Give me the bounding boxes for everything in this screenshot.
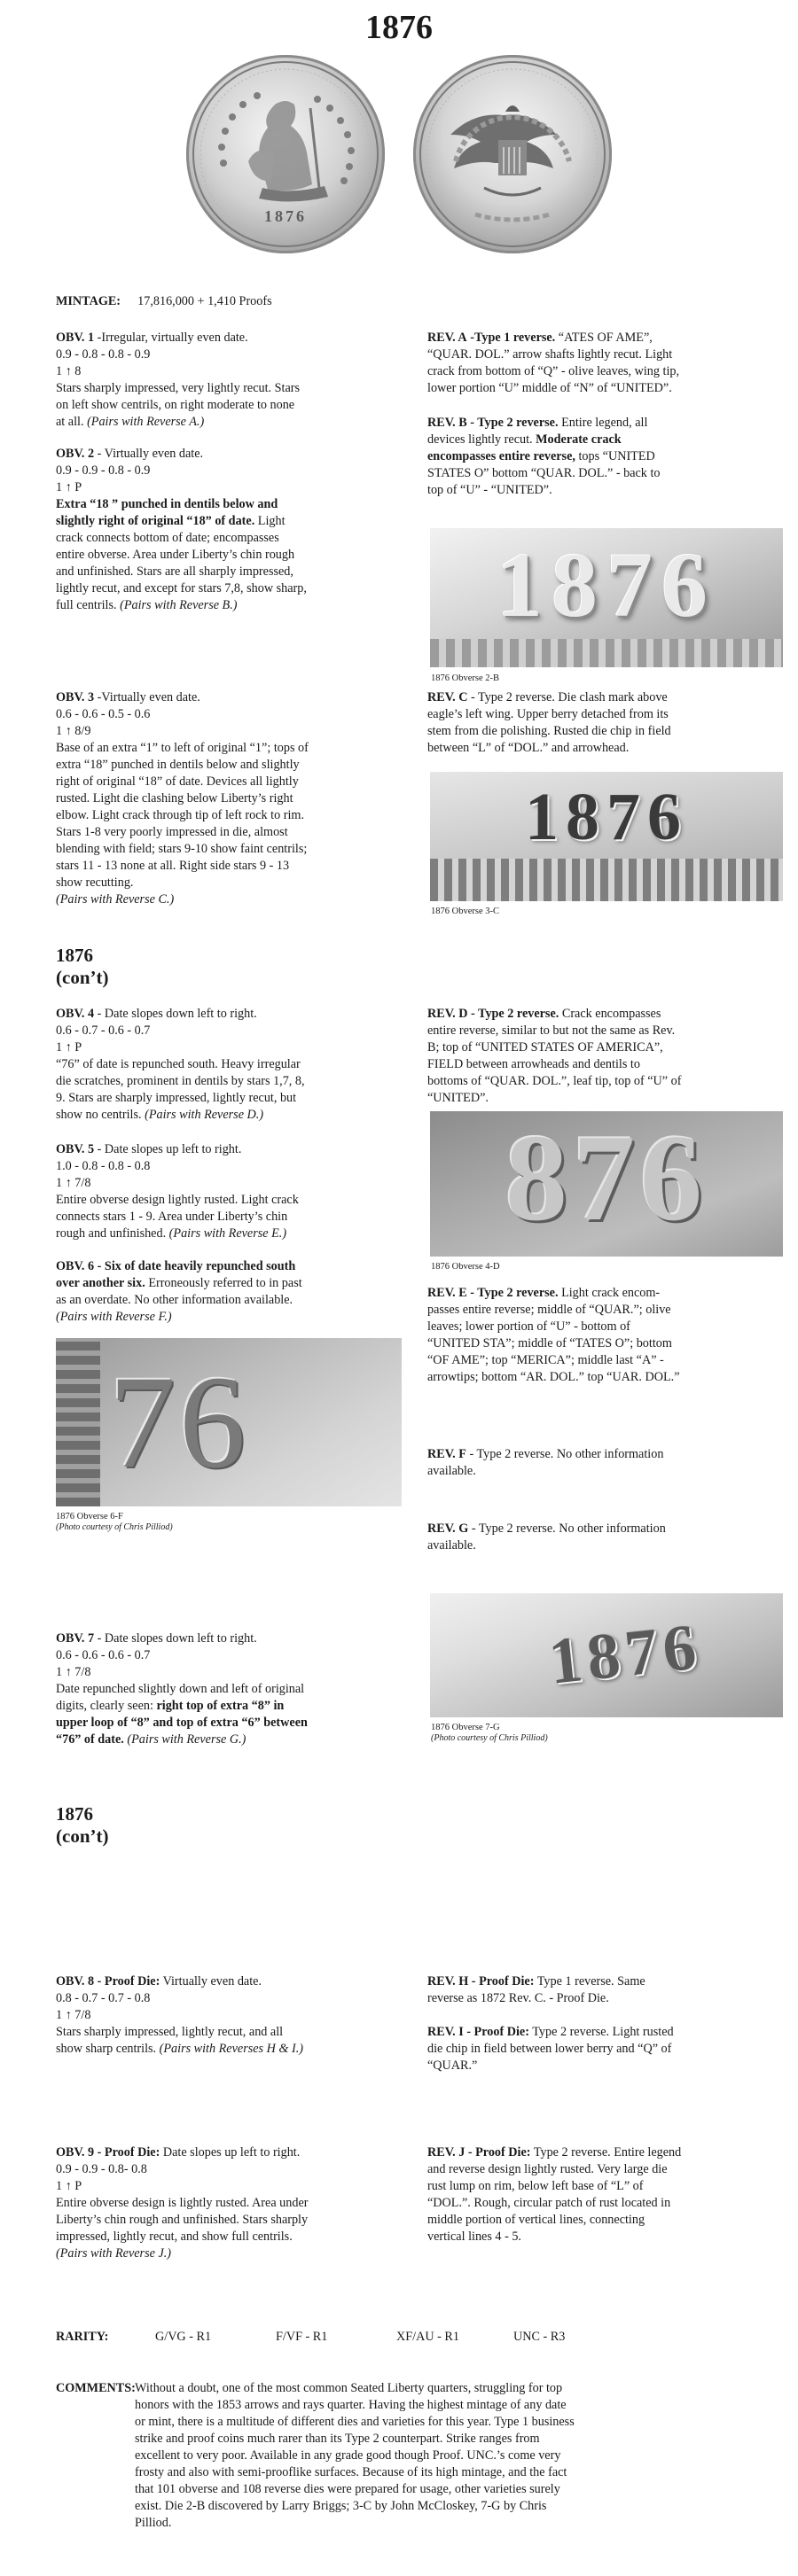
obverse-4d-photo [430,1111,783,1257]
obverse-6f-credit: (Photo courtesy of Chris Pilliod) [56,1522,173,1532]
obv-3-body-line: Base of an extra “1” to left of original “1”; tops of [56,741,309,755]
obv-9-body-line: Entire obverse design is lightly rusted. Area under [56,2196,309,2210]
obverse-2b-photo [430,528,783,667]
obverse-3c-numerals: 1876 [525,780,688,854]
obv-2-pairs: (Pairs with Reverse B.) [120,598,238,612]
obverse-6f-caption [56,1512,173,1533]
obverse-3c-photo [430,772,783,901]
obverse-2b-numerals: 1876 [497,534,716,636]
obv-4-label: OBV. 4 [56,1007,95,1021]
obv-2-star-code: 1 ↑ P [56,480,82,494]
obverse-6f-photo [56,1338,402,1506]
obv-1-label: OBV. 1 [56,331,95,345]
obv-1-body-line: Stars sharply impressed, very lightly recut. Stars [56,381,301,395]
rev-a-label: REV. A [427,331,467,345]
obverse-6f-numerals: 76 [109,1349,249,1496]
rev-c-body-line: eagle’s left wing. Upper berry detached from its [427,707,669,721]
rev-j-entry [427,2144,782,2245]
obv-7-mixed-normal: digits, clearly seen: [56,1699,153,1713]
mintage-row [56,293,428,310]
obv-7-bold-line: upper loop of “8” and top of extra “6” between [56,1716,308,1730]
obv-2-bold-line: Extra “18 ” punched in dentils below and [56,497,278,511]
comments-body [135,2380,786,2532]
rev-c-label: REV. C [427,690,468,704]
obv-9-label: OBV. 9 - Proof Die: [56,2145,160,2160]
obv-9-star-code: 1 ↑ P [56,2179,82,2193]
obv-6-bold-tail: Erroneously referred to in past [148,1276,302,1290]
comments-line: strike and proof coins much rarer than its Type 2 counterpart. Strike ranges from [135,2432,540,2446]
rev-i-entry [427,2024,782,2074]
section-3-heading: 1876 [56,1803,93,1825]
obv-5-measurements: 1.0 - 0.8 - 0.8 - 0.8 [56,1159,151,1173]
obv-7-entry [56,1630,411,1748]
rev-j-body-line: vertical lines 4 - 5. [427,2230,521,2244]
obverse-7g-numerals: 1876 [545,1610,705,1699]
obv-2-entry [56,446,411,614]
obv-9-desc: Date slopes up left to right. [162,2145,301,2160]
comments-line: exist. Die 2-B discovered by Larry Briggs; 3-C by John McCloskey, 7-G by Chris [135,2499,547,2513]
rev-i-body-line: “QUAR.” [427,2058,478,2073]
page-title: 1876 [365,9,433,46]
obv-1-star-code: 1 ↑ 8 [56,364,82,378]
rev-a-entry [427,330,782,397]
obv-1-body-line: on left show centrils, on right moderate to none [56,398,295,412]
rev-i-label: REV. I - Proof Die: [427,2025,529,2039]
rev-j-body-line: “DOL.”. Rough, circular patch of rust located in [427,2196,671,2210]
comments-line: that 101 obverse and 108 reverse dies were prepared for usage, other varieties surely [135,2482,560,2496]
rarity-item: F/VF - R1 [276,2330,328,2344]
rev-b-entry [427,415,782,499]
rev-d-body-line: bottoms of “QUAR. DOL.”, leaf tip, top of “U” of [427,1074,682,1088]
rev-j-body-line: middle portion of vertical lines, connecting [427,2213,645,2227]
rev-d-body-line: FIELD between arrowheads and dentils to [427,1057,640,1071]
obverse-6f-caption-text: 1876 Obverse 6-F [56,1512,123,1521]
obv-4-star-code: 1 ↑ P [56,1040,82,1055]
obv-6-bold-line: - Six of date heavily repunched south [97,1259,296,1273]
obverse-7g-caption-text: 1876 Obverse 7-G [431,1723,500,1732]
rev-d-body-line: B; top of “UNITED STATES OF AMERICA”, [427,1040,663,1055]
rev-f-body-line: - Type 2 reverse. No other information [469,1447,664,1461]
rev-f-entry [427,1446,782,1480]
obv-8-body-line: Stars sharply impressed, lightly recut, and all [56,2025,284,2039]
obv-8-measurements: 0.8 - 0.7 - 0.7 - 0.8 [56,1991,151,2005]
obverse-4d-caption: 1876 Obverse 4-D [431,1262,500,1272]
obv-5-star-code: 1 ↑ 7/8 [56,1176,91,1190]
rev-b-head: - Type 2 reverse. [470,416,559,430]
obv-9-pairs: (Pairs with Reverse J.) [56,2246,172,2261]
obv-2-desc: - Virtually even date. [97,447,204,461]
obv-6-label: OBV. 6 [56,1259,95,1273]
obverse-3c-caption: 1876 Obverse 3-C [431,907,499,916]
obv-3-body-line: show recutting. [56,876,134,890]
rev-i-tail: Type 2 reverse. Light rusted [532,2025,674,2039]
rev-h-body-line: reverse as 1872 Rev. C. - Proof Die. [427,1991,609,2005]
obverse-7g-caption [431,1723,548,1744]
rev-c-head-tail: - Type 2 reverse. Die clash mark above [471,690,668,704]
rarity-item: G/VG - R1 [155,2330,212,2344]
obv-4-body-line: 9. Stars are sharply impressed, lightly recut, but [56,1091,297,1105]
rev-d-body-line: “UNITED”. [427,1091,489,1105]
rev-a-body-line: lower portion “U” middle of “N” of “UNITED”. [427,381,672,395]
rev-b-line3-bold: encompasses entire reverse, [427,449,575,463]
obv-3-body-line: extra “18” punched in dentils below and slightly [56,758,300,772]
section-2-subheading: (con’t) [56,967,109,988]
rev-c-body-line: stem from die polishing. Rusted die chip in field [427,724,671,738]
obv-7-last-bold: “76” of date. [56,1732,124,1747]
obv-3-star-code: 1 ↑ 8/9 [56,724,91,738]
obv-2-measurements: 0.9 - 0.9 - 0.8 - 0.9 [56,463,151,478]
rev-e-body-line: passes entire reverse; middle of “QUAR.”; olive [427,1303,671,1317]
rev-i-body-line: die chip in field between lower berry and “Q” of [427,2042,672,2056]
comments-line: frosty and also with semi-prooflike surfaces. Because of its high mintage, and the fact [135,2465,567,2479]
rev-b-body-line: top of “U” - “UNITED”. [427,483,552,497]
obv-4-body-line: “76” of date is repunched south. Heavy irregular [56,1057,301,1071]
obv-5-desc: - Date slopes up left to right. [97,1142,242,1156]
rev-f-body-line: available. [427,1464,476,1478]
rev-j-label: REV. J - Proof Die: [427,2145,531,2160]
obv-9-body-line: Liberty’s chin rough and unfinished. Stars sharply [56,2213,309,2227]
obv-6-entry [56,1258,411,1326]
section-2-heading: 1876 [56,945,93,966]
rev-j-body-line: rust lump on rim, below left base of “L” of [427,2179,644,2193]
obv-2-body-line: lightly recut, and except for stars 7,8, show sharp, [56,581,307,595]
obv-4-desc: - Date slopes down left to right. [97,1007,257,1021]
obverse-2b-caption: 1876 Obverse 2-B [431,673,499,683]
obv-7-desc: - Date slopes down left to right. [97,1631,257,1646]
obv-3-body-line: stars 11 - 13 none at all. Right side stars 9 - 13 [56,859,290,873]
obv-8-desc: Virtually even date. [162,1974,262,1988]
comments-line: excellent to very poor. Available in any grade good though Proof. UNC.’s come very [135,2448,561,2463]
obv-3-pairs: (Pairs with Reverse C.) [56,892,175,907]
obv-2-body-line: entire obverse. Area under Liberty’s chin rough [56,548,295,562]
rev-c-entry [427,689,782,757]
obverse-4d-numerals: 876 [505,1111,708,1247]
obv-7-body-line: Date repunched slightly down and left of original [56,1682,305,1696]
obv-4-entry [56,1006,411,1124]
rarity-label: RARITY: [56,2330,109,2344]
rev-b-body-line: STATES O” bottom “QUAR. DOL.” - back to [427,466,661,480]
coin-date: 1876 [264,207,307,225]
rev-d-label: REV. D [427,1007,468,1021]
rev-j-body-line: and reverse design lightly rusted. Very large die [427,2162,668,2176]
rev-d-head-tail: Crack encompasses [561,1007,661,1021]
rev-h-entry [427,1973,782,2007]
obv-8-body-line: show sharp centrils. [56,2042,157,2056]
obv-3-entry [56,689,411,908]
rev-e-body-line: “OF AME”; top “MERICA”; middle last “A” - [427,1353,664,1367]
obv-5-entry [56,1141,411,1242]
obv-5-pairs: (Pairs with Reverse E.) [168,1226,287,1241]
rev-b-head-tail: Entire legend, all [561,416,648,430]
obv-2-body-line: and unfinished. Stars are all sharply impressed, [56,564,293,579]
obv-5-body-line: connects stars 1 - 9. Area under Liberty’s chin [56,1210,288,1224]
obv-8-entry [56,1973,411,2058]
rev-e-head-tail: Light crack encom- [561,1286,661,1300]
obv-5-body-line: Entire obverse design lightly rusted. Light crack [56,1193,299,1207]
rev-b-line2-bold: Moderate crack [536,432,622,447]
eagle-reverse-icon [413,55,612,253]
rev-a-head-tail: “ATES OF AME”, [558,331,653,345]
obv-5-body-line: rough and unfinished. [56,1226,167,1241]
rev-a-body-line: crack from bottom of “Q” - olive leaves, wing tip, [427,364,680,378]
obv-1-body-line: at all. [56,415,84,429]
obv-2-bold-tail: Light [257,514,286,528]
rarity-item: UNC - R3 [513,2330,566,2344]
rev-a-body-line: “QUAR. DOL.” arrow shafts lightly recut. Light [427,347,673,362]
obv-1-entry [56,330,411,431]
obv-3-body-line: elbow. Light crack through tip of left rock to rim. [56,808,304,822]
obv-6-bold-line: over another six. [56,1276,145,1290]
rev-f-label: REV. F [427,1447,466,1461]
comments-line: Pilliod. [135,2516,172,2530]
obv-4-measurements: 0.6 - 0.7 - 0.6 - 0.7 [56,1023,151,1038]
rev-e-body-line: leaves; lower portion of “U” - bottom of [427,1319,630,1334]
comments-label: COMMENTS: [56,2381,136,2395]
obv-7-measurements: 0.6 - 0.6 - 0.6 - 0.7 [56,1648,151,1662]
obv-4-body-line: show no centrils. [56,1108,142,1122]
section-3-subheading: (con’t) [56,1825,109,1847]
obv-6-pairs: (Pairs with Reverse F.) [56,1310,172,1324]
rev-b-line3: tops “UNITED [578,449,655,463]
obv-3-label: OBV. 3 [56,690,95,704]
obv-6-body-line: as an overdate. No other information available. [56,1293,293,1307]
rev-d-body-line: entire reverse, similar to but not the same as Rev. [427,1023,676,1038]
comments-line: Without a doubt, one of the most common Seated Liberty quarters, struggling for top [135,2381,563,2395]
rev-e-body-line: arrowtips; bottom “AR. DOL.” top “UAR. DOL.” [427,1370,680,1384]
obv-4-pairs: (Pairs with Reverse D.) [145,1108,264,1122]
mintage-label: MINTAGE: [56,294,121,308]
rev-e-entry [427,1285,782,1386]
rev-g-body-line: - Type 2 reverse. No other information [471,1521,666,1536]
rev-h-label: REV. H - Proof Die: [427,1974,535,1988]
rev-c-body-line: between “L” of “DOL.” and arrowhead. [427,741,630,755]
rev-g-body-line: available. [427,1538,476,1553]
obv-7-mixed-bold: right top of extra “8” in [156,1699,285,1713]
obv-4-body-line: die scratches, prominent in dentils by stars 1,7, 8, [56,1074,305,1088]
comments-line: honors with the 1853 arrows and rays quarter. Having the highest mintage of any date [135,2398,567,2412]
obv-3-body-line: rusted. Light die clashing below Liberty’s right [56,791,293,805]
obv-8-star-code: 1 ↑ 7/8 [56,2008,91,2022]
rev-g-entry [427,1521,782,1554]
obv-7-pairs: (Pairs with Reverse G.) [127,1732,246,1747]
rev-e-label: REV. E [427,1286,467,1300]
rev-d-head: - Type 2 reverse. [471,1007,559,1021]
obv-9-body-line: impressed, lightly recut, and show full centrils. [56,2230,293,2244]
comments-line: or mint, there is a multitude of different dies and varieties for this year. Type 1 business [135,2415,575,2429]
rev-j-tail: Type 2 reverse. Entire legend [533,2145,682,2160]
rev-g-label: REV. G [427,1521,469,1536]
rev-e-body-line: “UNITED STA”; middle of “TATES O”; bottom [427,1336,672,1350]
obverse-7g-photo [430,1593,783,1717]
mintage-value: 17,816,000 + 1,410 Proofs [137,294,272,308]
obverse-7g-credit: (Photo courtesy of Chris Pilliod) [431,1733,548,1743]
obv-3-measurements: 0.6 - 0.6 - 0.5 - 0.6 [56,707,151,721]
obv-7-label: OBV. 7 [56,1631,95,1646]
obv-2-label: OBV. 2 [56,447,95,461]
rev-e-head: - Type 2 reverse. [470,1286,559,1300]
obv-5-label: OBV. 5 [56,1142,95,1156]
rev-h-tail: Type 1 reverse. Same [536,1974,645,1988]
obv-9-measurements: 0.9 - 0.9 - 0.8- 0.8 [56,2162,147,2176]
obv-1-desc: -Irregular, virtually even date. [97,331,248,345]
obv-2-bold-line: slightly right of original “18” of date. [56,514,255,528]
obv-3-body-line: right of original “18” of date. Devices all lightly [56,774,299,789]
obv-1-pairs: (Pairs with Reverse A.) [87,415,205,429]
rarity-row [56,2329,765,2346]
obv-3-desc: -Virtually even date. [97,690,200,704]
rev-a-head: -Type 1 reverse. [470,331,556,345]
rev-b-line2: devices lightly recut. [427,432,533,447]
obv-3-body-line: blending with field; stars 9-10 show faint centrils; [56,842,308,856]
rarity-item: XF/AU - R1 [396,2330,459,2344]
rev-d-entry [427,1006,782,1107]
obv-1-measurements: 0.9 - 0.8 - 0.8 - 0.9 [56,347,151,362]
obv-9-entry [56,2144,411,2262]
obv-3-body-line: Stars 1-8 very poorly impressed in die, almost [56,825,288,839]
obv-8-pairs: (Pairs with Reverses H & I.) [159,2042,303,2056]
seated-liberty-obverse-icon [186,55,385,253]
obv-7-star-code: 1 ↑ 7/8 [56,1665,91,1679]
obv-2-body-line: full centrils. [56,598,117,612]
rev-b-label: REV. B [427,416,467,430]
obv-2-body-line: crack connects bottom of date; encompasses [56,531,279,545]
obv-8-label: OBV. 8 - Proof Die: [56,1974,160,1988]
